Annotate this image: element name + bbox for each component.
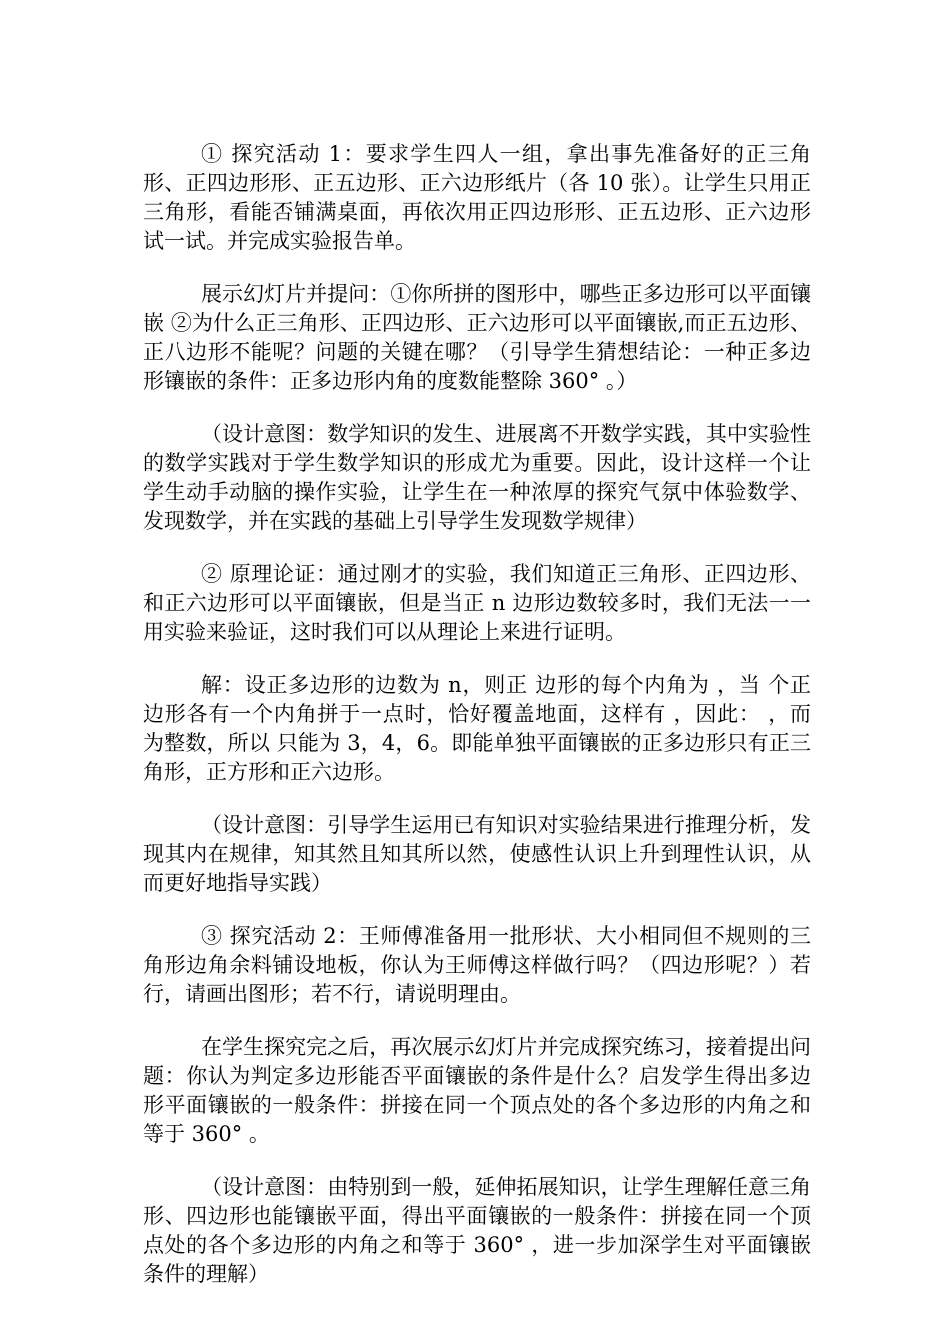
document-body bbox=[143, 140, 811, 1313]
paragraph-activity-2: ③ 探究活动 2：王师傅准备用一批形状、大小相同但不规则的三角形边角余料铺设地板，你认为王师傅这样做行吗？（四边形呢？）若行，请画出图形；若不行，请说明理由。 bbox=[143, 924, 811, 1006]
paragraph-slide-questions: 展示幻灯片并提问：①你所拼的图形中，哪些正多边形可以平面镶嵌 ②为什么正三角形、正四边形、正六边形可以平面镶嵌,而正五边形、正八边形不能呢？问题的关键在哪？（引导学生猜想结论：一种正多边形镶嵌的条件：正多边形内角的度数能整除 360° 。） bbox=[143, 282, 811, 393]
paragraph-general-condition: 在学生探究完之后，再次展示幻灯片并完成探究练习，接着提出问题：你认为判定多边形能否平面镶嵌的条件是什么？启发学生得出多边形平面镶嵌的一般条件：拼接在同一个顶点处的各个多边形的内角之和等于 360° 。 bbox=[143, 1035, 811, 1146]
paragraph-activity-1: ① 探究活动 1：要求学生四人一组，拿出事先准备好的正三角形、正四边形形、正五边形、正六边形纸片（各 10 张）。让学生只用正三角形，看能否铺满桌面，再依次用正四边形形、正五边形、正六边形试一试。并完成实验报告单。 bbox=[143, 142, 811, 253]
paragraph-solution: 解：设正多边形的边数为 n，则正 边形的每个内角为 ，当 个正 边形各有一个内角拼于一点时，恰好覆盖地面，这样有 ，因此： ，而 为整数，所以 只能为 3，4，6。即能单独平面镶嵌的正多边形只有正三角形，正方形和正六边形。 bbox=[143, 673, 811, 784]
paragraph-design-intent-1: （设计意图：数学知识的发生、进展离不开数学实践，其中实验性的数学实践对于学生数学知识的形成尤为重要。因此，设计这样一个让学生动手动脑的操作实验，让学生在一种浓厚的探究气氛中体验数学、发现数学，并在实践的基础上引导学生发现数学规律） bbox=[143, 422, 811, 533]
paragraph-principle-proof: ② 原理论证：通过刚才的实验，我们知道正三角形、正四边形、和正六边形可以平面镶嵌，但是当正 n 边形边数较多时，我们无法一一用实验来验证，这时我们可以从理论上来进行证明。 bbox=[143, 562, 811, 644]
paragraph-design-intent-3: （设计意图：由特别到一般，延伸拓展知识，让学生理解任意三角形、四边形也能镶嵌平面，得出平面镶嵌的一般条件：拼接在同一个顶点处的各个多边形的内角之和等于 360° ，进一步加深学生对平面镶嵌条件的理解） bbox=[143, 1175, 811, 1286]
paragraph-design-intent-2: （设计意图：引导学生运用已有知识对实验结果进行推理分析，发现其内在规律，知其然且知其所以然，使感性认识上升到理性认识，从而更好地指导实践） bbox=[143, 813, 811, 895]
